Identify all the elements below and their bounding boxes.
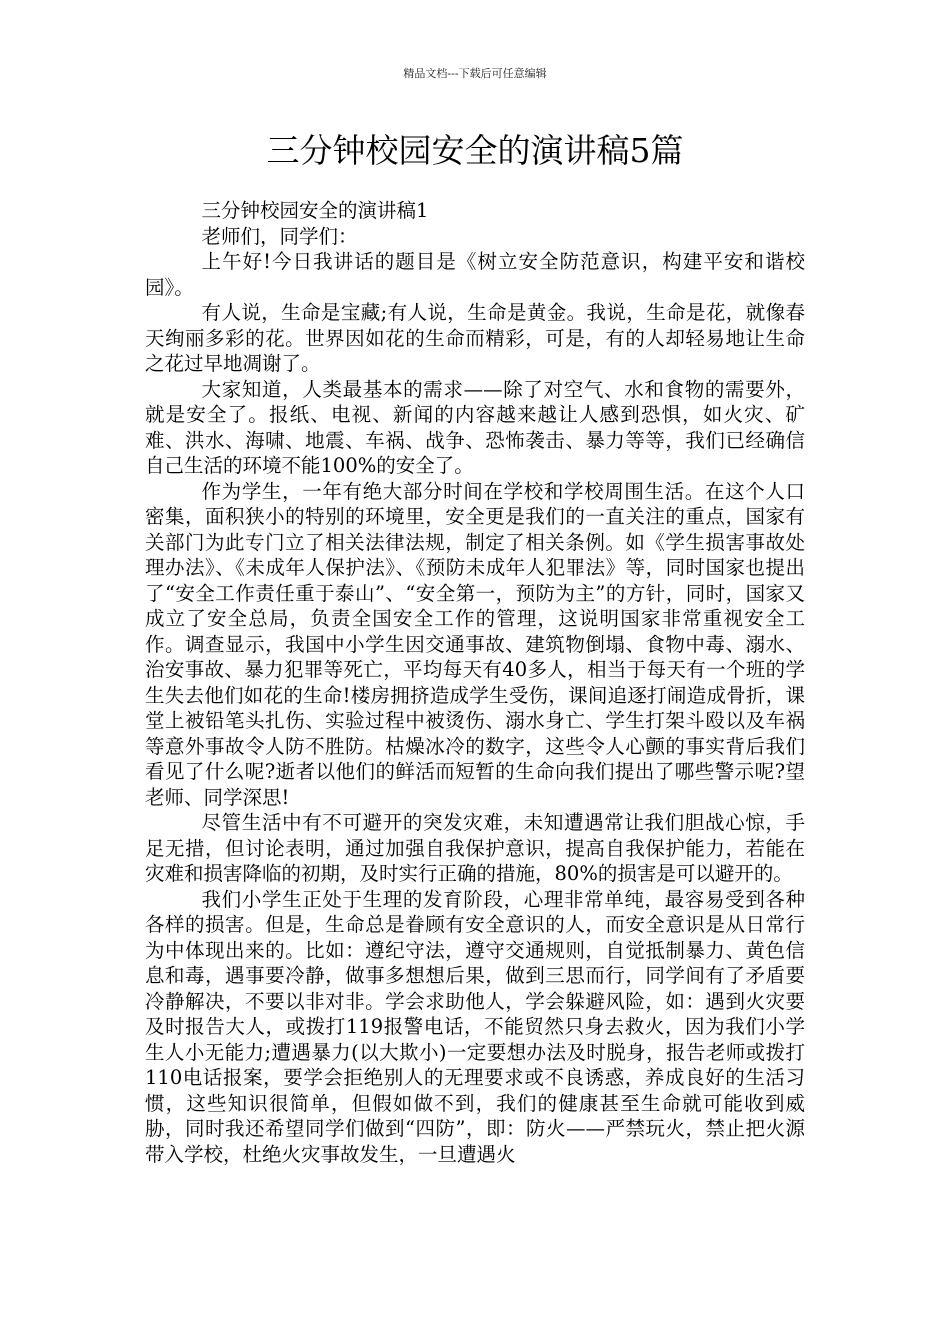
- paragraph: 大家知道，人类最基本的需求——除了对空气、水和食物的需要外，就是安全了。报纸、电视、新闻的内容越来越让人感到恐惧，如火灾、矿难、洪水、海啸、地震、车祸、战争、恐怖袭击、暴力等等，我们已经确信自己生活的环境不能100%的安全了。: [145, 377, 805, 477]
- paragraph: 作为学生，一年有绝大部分时间在学校和学校周围生活。在这个人口密集，面积狭小的特别的环境里，安全更是我们的一直关注的重点，国家有关部门为此专门立了相关法律法规，制定了相关条例。如《学生损害事故处理办法》、《未成年人保护法》、《预防未成年人犯罪法》等，同时国家也提出了“安全工作责任重于泰山”、“安全第一，预防为主”的方针，同时，国家又成立了安全总局，负责全国安全工作的管理，这说明国家非常重视安全工作。调查显示，我国中小学生因交通事故、建筑物倒塌、食物中毒、溺水、治安事故、暴力犯罪等死亡，平均每天有40多人，相当于每天有一个班的学生失去他们如花的生命!楼房拥挤造成学生受伤，课间追逐打闹造成骨折，课堂上被铅笔头扎伤、实验过程中被烫伤、溺水身亡、学生打架斗殴以及车祸等意外事故令人防不胜防。枯燥冰冷的数字，这些令人心颤的事实背后我们看见了什么呢?逝者以他们的鲜活而短暂的生命向我们提出了哪些警示呢?望老师、同学深思!: [145, 479, 805, 809]
- paragraph: 我们小学生正处于生理的发育阶段，心理非常单纯，最容易受到各种各样的损害。但是，生命总是眷顾有安全意识的人，而安全意识是从日常行为中体现出来的。比如：遵纪守法，遵守交通规则，自觉抵制暴力、黄色信息和毒，遇事要冷静，做事多想想后果，做到三思而行，同学间有了矛盾要冷静解决，不要以非对非。学会求助他人，学会躲避风险，如：遇到火灾要及时报告大人，或拨打119报警电话，不能贸然只身去救火，因为我们小学生人小无能力;遭遇暴力(以大欺小)一定要想办法及时脱身，报告老师或拨打110电话报案，要学会拒绝别人的无理要求或不良诱惑，养成良好的生活习惯，这些知识很简单，但假如做不到，我们的健康甚至生命就可能收到威胁，同时我还希望同学们做到“四防”，即：防火——严禁玩火，禁止把火源带入学校，杜绝火灾事故发生，一旦遭遇火: [145, 887, 805, 1166]
- section-heading: 三分钟校园安全的演讲稿1: [201, 199, 429, 222]
- document-title: 三分钟校园安全的演讲稿5篇: [266, 131, 684, 170]
- salutation: 老师们，同学们：: [201, 224, 358, 248]
- paragraph: 有人说，生命是宝藏;有人说，生命是黄金。我说，生命是花，就像春天绚丽多彩的花。世界因如花的生命而精彩，可是，有的人却轻易地让生命之花过早地凋谢了。: [145, 301, 805, 375]
- document-body: [145, 198, 805, 1167]
- paragraph: 上午好!今日我讲话的题目是《树立安全防范意识，构建平安和谐校园》。: [145, 250, 805, 299]
- paragraph: 尽管生活中有不可避开的突发灾难，未知遭遇常让我们胆战心惊，手足无措，但讨论表明，通过加强自我保护意识，提高自我保护能力，若能在灾难和损害降临的初期，及时实行正确的措施，80%的损害是可以避开的。: [145, 811, 805, 885]
- header-note: 精品文档---下载后可任意编辑: [403, 67, 547, 80]
